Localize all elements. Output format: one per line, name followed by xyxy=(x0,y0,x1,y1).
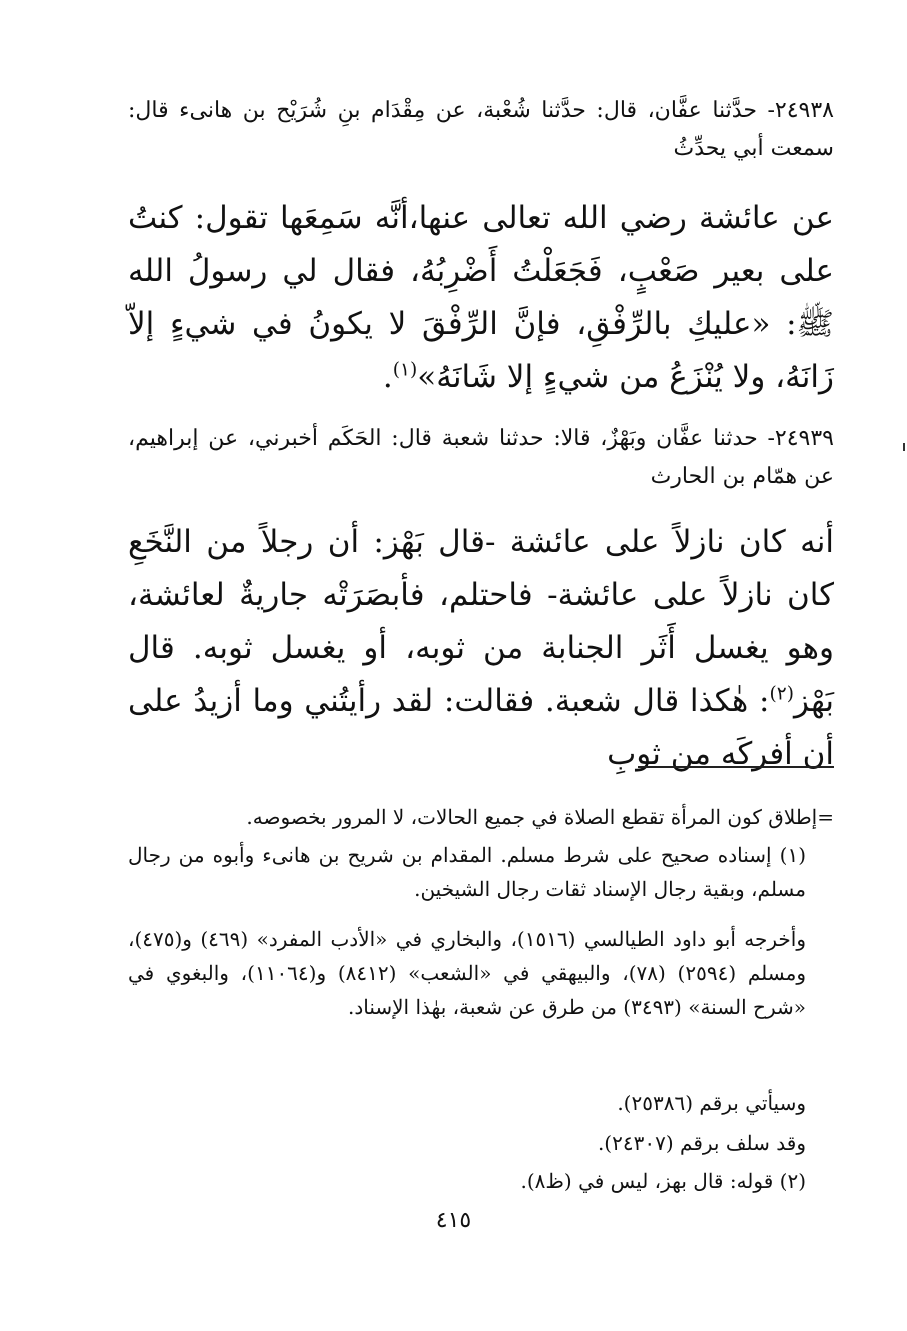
footnote-separator xyxy=(638,766,834,768)
footnote-previous: وقد سلف برقم (٢٤٣٠٧). xyxy=(597,1131,806,1155)
footnote-1: (١) إسناده صحيح على شرط مسلم. المقدام بن شريح بن هانىء وأبوه من رجال مسلم، وبقية رجال الإسناد ثقات رجال الشيخين. xyxy=(128,843,806,901)
footnote-ref-1: (١) xyxy=(392,359,418,381)
footnote-continuation: =إطلاق كون المرأة تقطع الصلاة في جميع الحالات، لا المرور بخصوصه. xyxy=(246,805,834,829)
hadith-24939-matn-text-a: أنه كان نازلاً على عائشة -قال بَهْز: أن رجلاً من النَّخَعِ كان نازلاً على عائشة- فاحتلم، فأبصَرَتْه جاريةٌ لعائشة، وهو يغسل أَثَر الجنابة من ثوبه، أو يغسل ثوبه. قال بَهْز xyxy=(128,524,834,719)
page-number: ٤١٥ xyxy=(435,1208,472,1233)
hadith-24939-header: ٢٤٩٣٩- حدثنا عفَّان وبَهْزٌ، قالا: حدثنا شعبة قال: الحَكَم أخبرني، عن إبراهيم، عن همّام بن الحارث xyxy=(128,426,834,489)
hadith-24939-matn-text-b: : هٰكذا قال شعبة. فقالت: لقد رأيتُني وما أزيدُ على أن أفركَه من ثوبِ xyxy=(128,683,834,772)
footnote-forthcoming: وسيأتي برقم (٢٥٣٨٦). xyxy=(617,1091,806,1115)
hadith-24938-matn-end: . xyxy=(382,359,393,395)
hadith-24938-header: ٢٤٩٣٨- حدَّثنا عفَّان، قال: حدَّثنا شُعْبة، عن مِقْدَام بنِ شُرَيْح بن هانىء قال: سمعت أبي يحدِّثُ xyxy=(128,98,834,161)
hadith-24939-matn xyxy=(128,516,834,781)
footnote-takhrij: وأخرجه أبو داود الطيالسي (١٥١٦)، والبخاري في «الأدب المفرد» (٤٦٩) و(٤٧٥)، ومسلم (٢٥٩٤) (٧٨)، والبيهقي في «الشعب» (٨٤١٢) و(١١٠٦٤)، والبغوي في «شرح السنة» (٣٤٩٣) من طرق عن شعبة، بهٰذا الإسناد. xyxy=(128,927,806,1019)
margin-mark xyxy=(903,443,905,451)
footnote-2: (٢) قوله: قال بهز، ليس في (ظ٨). xyxy=(520,1169,806,1193)
hadith-24938-matn xyxy=(128,192,834,404)
hadith-24938-matn-text: عن عائشة رضي الله تعالى عنها،أنَّه سَمِعَها تقول: كنتُ على بعير صَعْبٍ، فَجَعَلْتُ أَضْرِبُهُ، فقال لي رسولُ الله ﷺ: «عليكِ بالرِّفْقِ، فإنَّ الرِّفْقَ لا يكونُ في شيءٍ إلاّ زَانَهُ، ولا يُنْزَعُ من شيءٍ إلا شَانَهُ» xyxy=(128,200,834,395)
footnote-ref-2: (٢) xyxy=(769,683,794,705)
